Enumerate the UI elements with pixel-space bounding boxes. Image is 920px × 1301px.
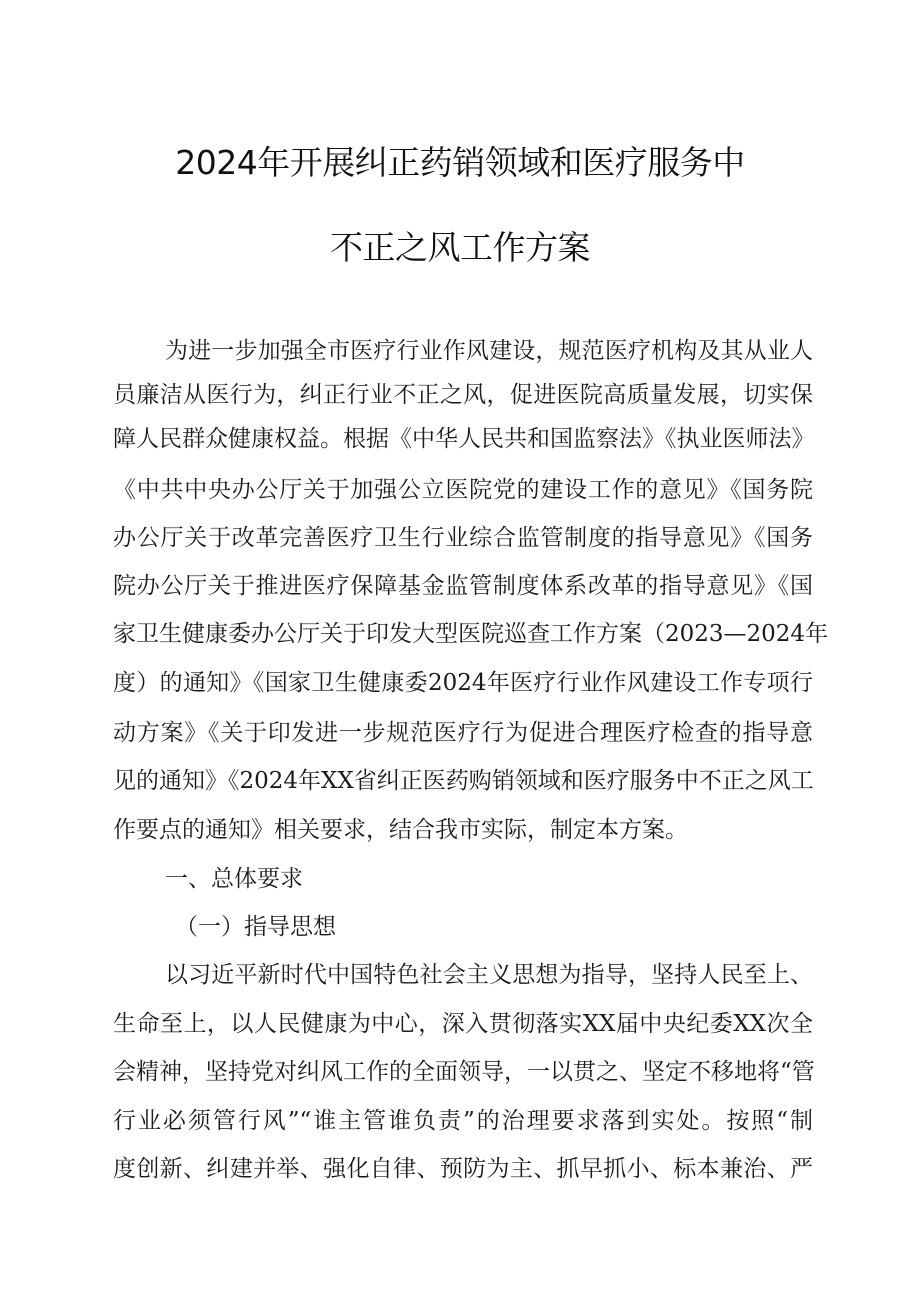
- section-heading-general-requirements: 一、总体要求: [165, 866, 303, 892]
- intro-paragraph-line: 动方案》《关于印发进一步规范医疗行为促进合理医疗检查的指导意: [113, 720, 813, 746]
- intro-paragraph-line: 员廉洁从医行为，纠正行业不正之风，促进医院高质量发展，切实保: [113, 382, 813, 408]
- guiding-paragraph-line: 生命至上，以人民健康为中心，深入贯彻落实XX届中央纪委XX次全: [113, 1011, 813, 1037]
- document-title-line-2: 不正之风工作方案: [330, 228, 590, 267]
- intro-paragraph-line: 家卫生健康委办公厅关于印发大型医院巡查工作方案（2023—2024年: [113, 621, 829, 647]
- guiding-paragraph-line: 会精神，坚持党对纠风工作的全面领导，一以贯之、坚定不移地将“管: [113, 1059, 815, 1085]
- guiding-paragraph-line: 以习近平新时代中国特色社会主义思想为指导，坚持人民至上、: [165, 962, 813, 988]
- subsection-heading-guiding-ideology: （一）指导思想: [175, 914, 336, 940]
- intro-paragraph-line: 度）的通知》《国家卫生健康委2024年医疗行业作风建设工作专项行: [113, 670, 813, 696]
- intro-paragraph-line: 作要点的通知》相关要求，结合我市实际，制定本方案。: [113, 817, 688, 843]
- document-title-line-1: 2024年开展纠正药销领域和医疗服务中: [175, 143, 745, 182]
- guiding-paragraph-line: 度创新、纠建并举、强化自律、预防为主、抓早抓小、标本兼治、严: [113, 1156, 813, 1182]
- intro-paragraph-line: 障人民群众健康权益。根据《中华人民共和国监察法》《执业医师法》: [113, 426, 815, 452]
- intro-paragraph-line: 《中共中央办公厅关于加强公立医院党的建设工作的意见》《国务院: [113, 477, 813, 503]
- intro-paragraph-line: 为进一步加强全市医疗行业作风建设，规范医疗机构及其从业人: [165, 338, 813, 364]
- guiding-paragraph-line: 行业必须管行风”“谁主管谁负责”的治理要求落到实处。按照“制: [113, 1108, 813, 1134]
- intro-paragraph-line: 办公厅关于改革完善医疗卫生行业综合监管制度的指导意见》《国务: [113, 525, 813, 551]
- intro-paragraph-line: 见的通知》《2024年XX省纠正医药购销领域和医疗服务中不正之风工: [113, 768, 814, 794]
- intro-paragraph-line: 院办公厅关于推进医疗保障基金监管制度体系改革的指导意见》《国: [113, 573, 813, 599]
